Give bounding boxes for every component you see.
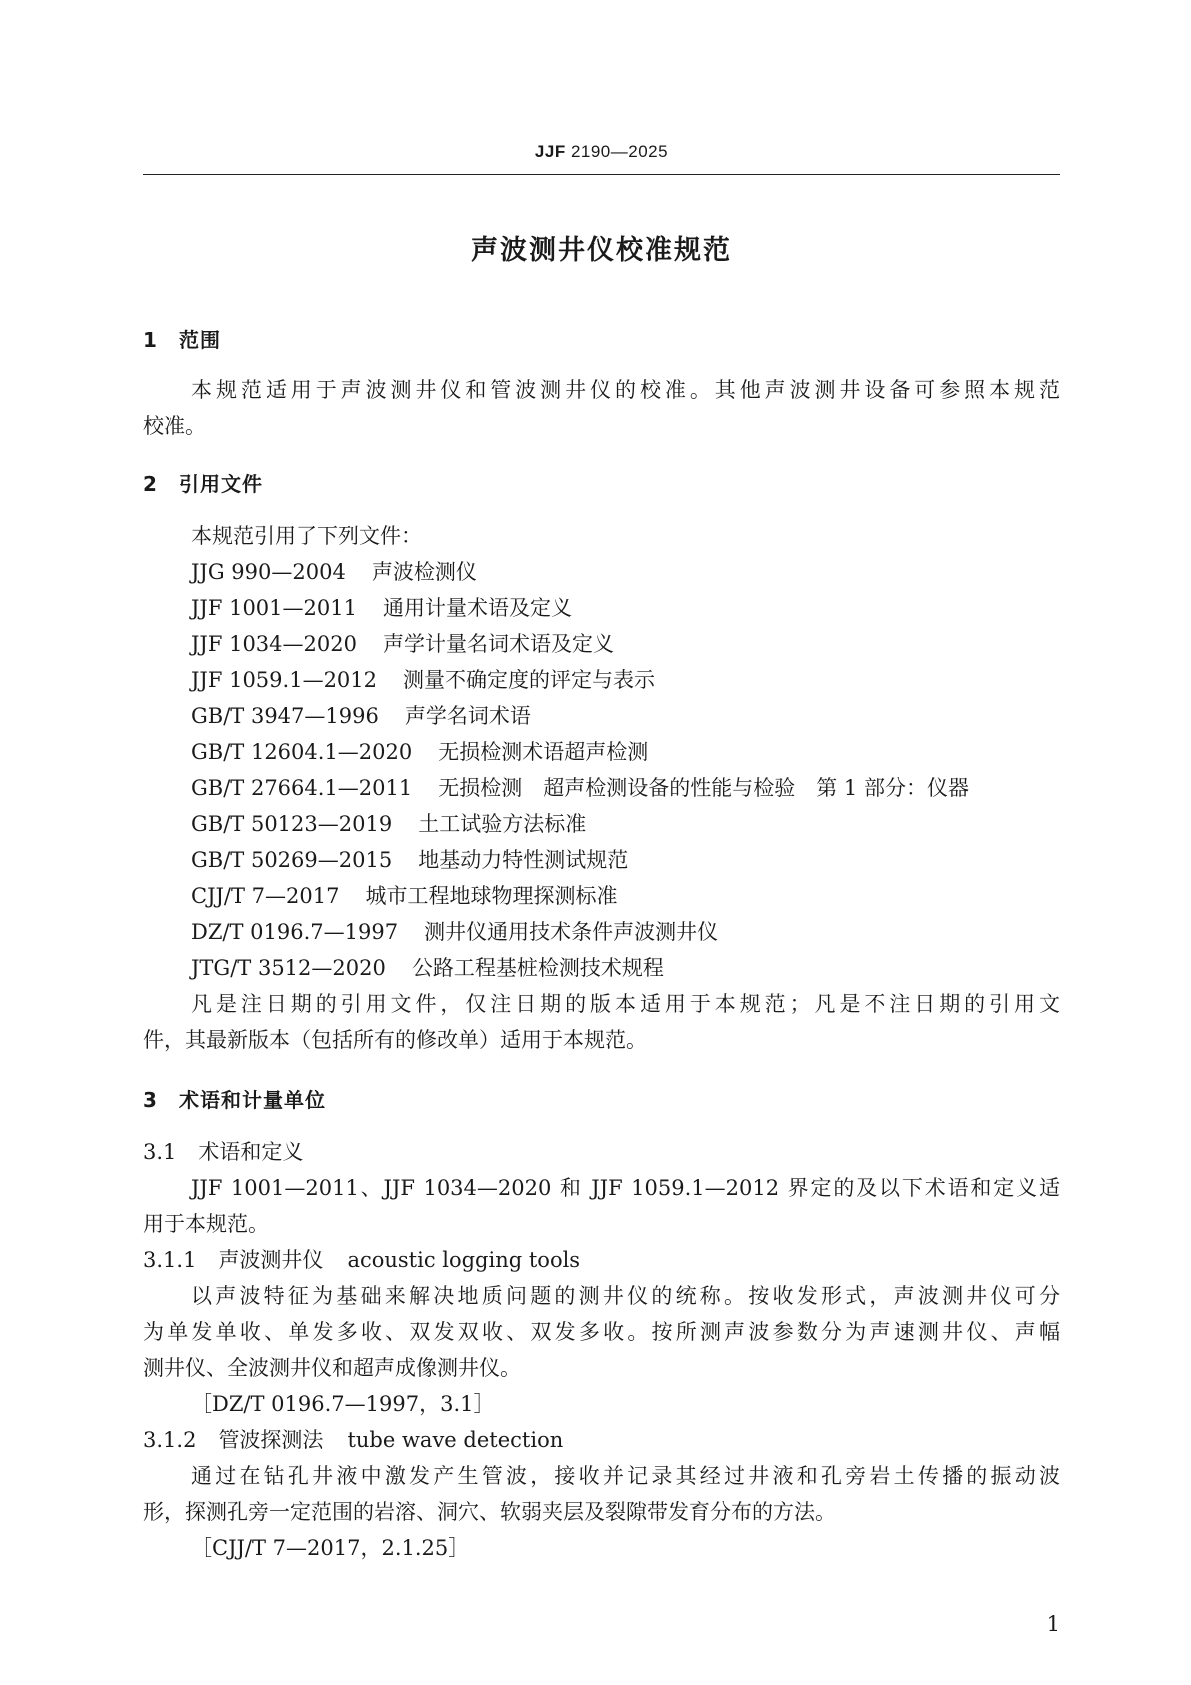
reference-item xyxy=(191,809,586,839)
running-header xyxy=(143,142,1060,162)
reference-title: 无损检测术语超声检测 xyxy=(438,740,649,764)
subsection-number: 3.1 xyxy=(143,1140,177,1164)
reference-title: 公路工程基桩检测技术规程 xyxy=(411,956,664,980)
header-code-prefix: JJF xyxy=(534,142,566,161)
reference-item xyxy=(191,737,648,767)
term-source: ［DZ/T 0196.7—1997，3.1］ xyxy=(191,1392,495,1416)
reference-code: JJF 1034—2020 xyxy=(191,632,357,656)
term-number: 3.1.1 xyxy=(143,1248,197,1272)
reference-code: JJF 1001—2011 xyxy=(191,596,357,620)
reference-code: GB/T 3947—1996 xyxy=(191,704,379,728)
reference-title: 声学名词术语 xyxy=(404,704,531,728)
paragraph-line: 用于本规范。 xyxy=(143,1212,269,1236)
reference-title: 通用计量术语及定义 xyxy=(382,596,572,620)
reference-title: 土工试验方法标准 xyxy=(418,812,587,836)
reference-title: 地基动力特性测试规范 xyxy=(418,848,629,872)
reference-code: GB/T 50269—2015 xyxy=(191,848,393,872)
reference-item xyxy=(191,629,614,659)
reference-code: JJG 990—2004 xyxy=(191,560,346,584)
reference-item xyxy=(191,773,969,803)
reference-code: JJF 1059.1—2012 xyxy=(191,668,378,692)
section-number: 2 xyxy=(143,472,158,496)
term-en: tube wave detection xyxy=(347,1428,564,1452)
subsection-3-1-heading xyxy=(143,1137,303,1167)
section-number: 3 xyxy=(143,1088,158,1112)
reference-item xyxy=(191,881,617,911)
term-en: acoustic logging tools xyxy=(347,1248,581,1272)
paragraph-line: 为单发单收、单发多收、双发双收、双发多收。按所测声波参数分为声速测井仪、声幅 xyxy=(143,1320,1060,1344)
term-number: 3.1.2 xyxy=(143,1428,197,1452)
section-3-heading xyxy=(143,1085,326,1115)
paragraph-line: JJF 1001—2011、JJF 1034—2020 和 JJF 1059.1—2012 界定的及以下术语和定义适 xyxy=(191,1176,1060,1200)
reference-title: 测井仪通用技术条件声波测井仪 xyxy=(424,920,719,944)
reference-title: 城市工程地球物理探测标准 xyxy=(365,884,618,908)
term-3-1-2-heading xyxy=(143,1425,563,1455)
term-zh: 管波探测法 xyxy=(218,1428,324,1452)
paragraph-line: 本规范适用于声波测井仪和管波测井仪的校准。其他声波测井设备可参照本规范 xyxy=(191,378,1060,402)
paragraph-line: 件，其最新版本（包括所有的修改单）适用于本规范。 xyxy=(143,1028,647,1052)
reference-item xyxy=(191,953,664,983)
document-title: 声波测井仪校准规范 xyxy=(471,235,732,266)
section-2-heading xyxy=(143,469,263,499)
reference-item xyxy=(191,593,572,623)
reference-item xyxy=(191,557,477,587)
section-number: 1 xyxy=(143,328,158,352)
paragraph-line: 形，探测孔旁一定范围的岩溶、洞穴、软弱夹层及裂隙带发育分布的方法。 xyxy=(143,1500,836,1524)
section-title: 术语和计量单位 xyxy=(179,1088,326,1112)
subsection-title: 术语和定义 xyxy=(198,1140,304,1164)
paragraph-line: 凡是注日期的引用文件，仅注日期的版本适用于本规范；凡是不注日期的引用文 xyxy=(191,992,1060,1016)
reference-title: 声波检测仪 xyxy=(371,560,477,584)
term-3-1-1-heading xyxy=(143,1245,580,1275)
header-rule xyxy=(143,174,1060,175)
reference-title: 无损检测 超声检测设备的性能与检验 第 1 部分：仪器 xyxy=(438,776,969,800)
references-intro: 本规范引用了下列文件： xyxy=(191,524,422,548)
paragraph-line: 以声波特征为基础来解决地质问题的测井仪的统称。按收发形式，声波测井仪可分 xyxy=(191,1284,1060,1308)
reference-item xyxy=(191,917,718,947)
reference-title: 测量不确定度的评定与表示 xyxy=(403,668,656,692)
reference-item xyxy=(191,845,628,875)
header-code-number: 2190—2025 xyxy=(570,142,669,161)
section-title: 范围 xyxy=(179,328,221,352)
reference-code: CJJ/T 7—2017 xyxy=(191,884,340,908)
reference-item xyxy=(191,701,531,731)
reference-title: 声学计量名词术语及定义 xyxy=(382,632,614,656)
reference-code: GB/T 50123—2019 xyxy=(191,812,393,836)
page-number: 1 xyxy=(1046,1612,1060,1636)
reference-code: GB/T 12604.1—2020 xyxy=(191,740,413,764)
reference-code: DZ/T 0196.7—1997 xyxy=(191,920,399,944)
reference-code: GB/T 27664.1—2011 xyxy=(191,776,413,800)
paragraph-line: 测井仪、全波测井仪和超声成像测井仪。 xyxy=(143,1356,521,1380)
reference-item xyxy=(191,665,655,695)
paragraph-line: 校准。 xyxy=(143,414,206,438)
section-title: 引用文件 xyxy=(179,472,263,496)
section-1-heading xyxy=(143,325,221,355)
reference-code: JTG/T 3512—2020 xyxy=(191,956,386,980)
term-zh: 声波测井仪 xyxy=(218,1248,324,1272)
term-source: ［CJJ/T 7—2017，2.1.25］ xyxy=(191,1536,470,1560)
paragraph-line: 通过在钻孔井液中激发产生管波，接收并记录其经过井液和孔旁岩土传播的振动波 xyxy=(191,1464,1060,1488)
